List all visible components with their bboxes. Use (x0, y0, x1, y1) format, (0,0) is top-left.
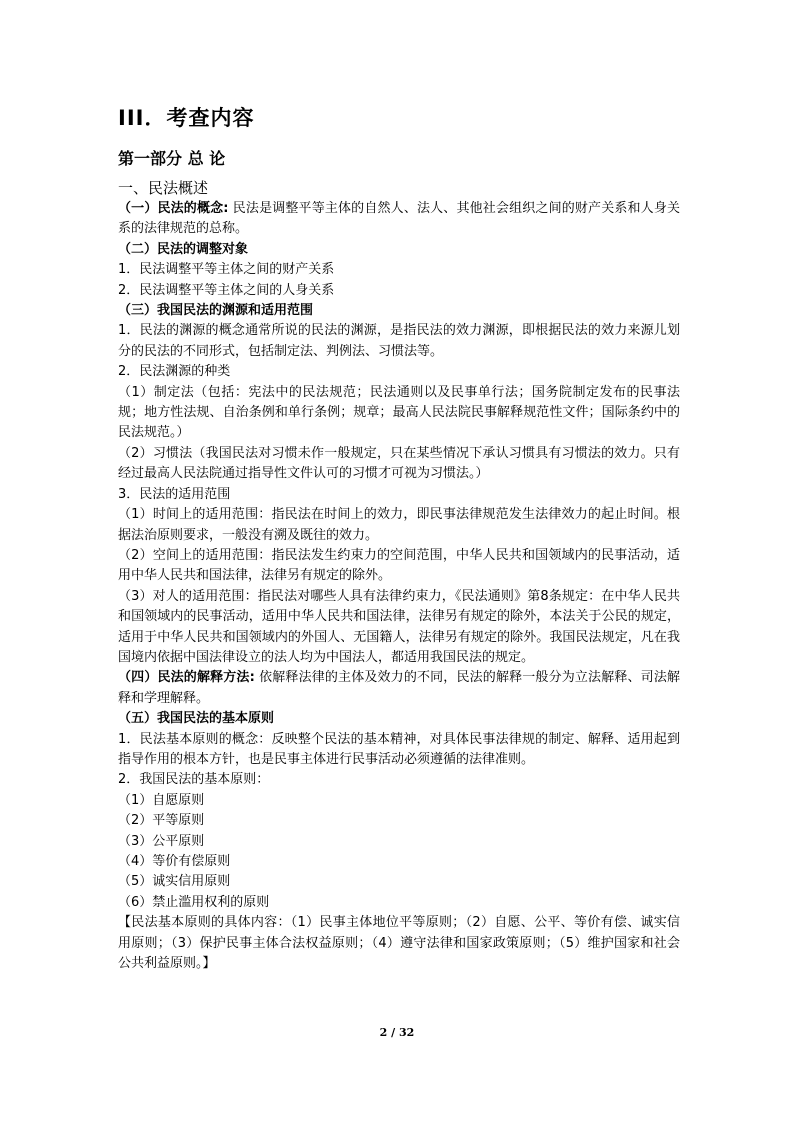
chapter-title: 一、民法概述 (118, 179, 209, 197)
section-title: III．考查内容 (118, 106, 255, 130)
subsection-heading-2: （二）民法的调整对象 (118, 241, 249, 257)
subsection-heading-1: （一）民法的概念: (118, 201, 229, 216)
paragraph-interpretation (118, 668, 680, 709)
principle-item: （2）平等原则 (118, 813, 205, 829)
principle-item: （6）禁止滥用权利的原则 (118, 894, 270, 910)
principle-item: （3）公平原则 (118, 833, 205, 849)
page-content (118, 100, 680, 974)
paragraph-principles-detail: 【民法基本原则的具体内容：（1）民事主体地位平等原则；（2）自愿、公平、等价有偿、诚实信用原则；（3）保护民事主体合法权益原则；（4）遵守法律和国家政策原则；（5）维护国家和社会公共利益原则。】 (118, 915, 680, 972)
paragraph: 1．民法的渊源的概念通常所说的民法的渊源，是指民法的效力渊源，即根据民法的效力来源儿划分的民法的不同形式，包括制定法、判例法、习惯法等。 (118, 323, 680, 359)
list-item: 1．民法调整平等主体之间的财产关系 (118, 262, 335, 278)
paragraph: （3）对人的适用范围：指民法对哪些人具有法律约束力，《民法通则》第8条规定：在中华人民共和国领域内的民事活动，适用中华人民共和国法律，法律另有规定的除外，本法关于公民的规定，适用于中华人民共和国领域内的外国人、无国籍人，法律另有规定的除外。我国民法规定，凡在我国境内依据中国法律设立的法人均为中国法人，都适用我国民法的规定。 (118, 588, 680, 665)
paragraph: （2）习惯法（我国民法对习惯未作一般规定，只在某些情况下承认习惯具有习惯法的效力。只有经过最高人民法院通过指导性文件认可的习惯才可视为习惯法。） (118, 445, 680, 482)
list-item: 2．我国民法的基本原则： (118, 772, 270, 788)
paragraph-text: 依解释法律的主体及效力的不同，民法的解释一般分为立法解释、司法解释和学理解释。 (118, 670, 681, 706)
principle-item: （5）诚实信用原则 (118, 874, 231, 890)
paragraph-text: 民法是调整平等主体的自然人、法人、其他社会组织之间的财产关系和人身关系的法律规范的总称。 (118, 201, 680, 237)
paragraph: （1）制定法（包括：宪法中的民法规范；民法通则以及民事单行法；国务院制定发布的民事法规；地方性法规、自治条例和单行条例；规章；最高人民法院民事解释规范性文件；国际条约中的民法规范。） (118, 384, 680, 441)
subsection-heading-3: （三）我国民法的渊源和适用范围 (118, 303, 314, 319)
subsection-heading-4: （四）民法的解释方法: (118, 670, 255, 686)
paragraph: 1．民法基本原则的概念：反映整个民法的基本精神，对具体民事法律规的制定、解释、适用起到指导作用的根本方针，也是民事主体进行民事活动必须遵循的法律准则。 (118, 731, 680, 767)
principle-item: （4）等价有偿原则 (118, 854, 231, 869)
principle-item: （1）自愿原则 (118, 792, 205, 808)
paragraph: （1）时间上的适用范围：指民法在时间上的效力，即民事法律规范发生法律效力的起止时间。根据法治原则要求，一般没有溯及既往的效力。 (118, 507, 680, 543)
list-item: 2．民法渊源的种类 (118, 364, 231, 380)
paragraph-civil-law-concept (118, 199, 680, 240)
list-item: 2．民法调整平等主体之间的人身关系 (118, 282, 335, 298)
paragraph: （2）空间上的适用范围：指民法发生约束力的空间范围，中华人民共和国领域内的民事活动，适用中华人民共和国法律，法律另有规定的除外。 (118, 547, 680, 584)
page-number: 2 / 32 (379, 1026, 415, 1039)
subsection-heading-5: （五）我国民法的基本原则 (118, 711, 275, 727)
list-item: 3．民法的适用范围 (118, 486, 231, 502)
part-title: 第一部分 总 论 (118, 149, 226, 168)
